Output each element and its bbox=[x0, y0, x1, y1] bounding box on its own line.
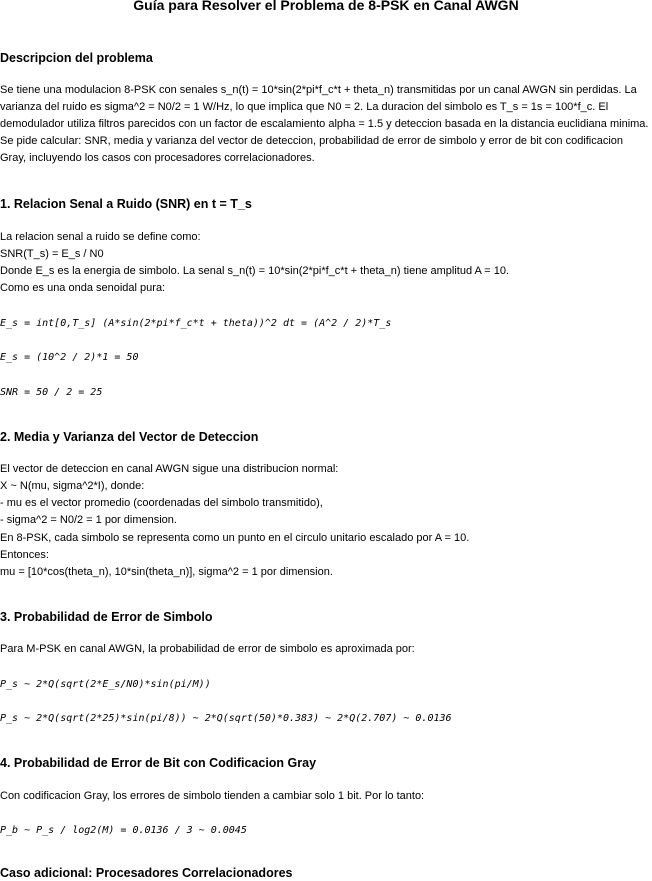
snr-line-1: La relacion senal a ruido se define como: bbox=[0, 231, 201, 243]
vector-line-5: En 8-PSK, cada simbolo se representa como un punto en el circulo unitario escalado por A = 10. bbox=[0, 532, 470, 544]
vector-line-2: X ~ N(mu, sigma^2*I), donde: bbox=[0, 480, 145, 492]
section-heading-symbol-error: 3. Probabilidad de Error de Simbolo bbox=[0, 610, 213, 624]
section-heading-extra: Caso adicional: Procesadores Correlacionadores bbox=[0, 866, 293, 880]
section-heading-description: Descripcion del problema bbox=[0, 51, 153, 65]
bit-error-intro: Con codificacion Gray, los errores de simbolo tienden a cambiar solo 1 bit. Por lo tanto: bbox=[0, 790, 425, 802]
snr-formula-2: E_s = (10^2 / 2)*1 = 50 bbox=[0, 352, 139, 363]
bit-error-formula-1: P_b ~ P_s / log2(M) = 0.0136 / 3 ~ 0.0045 bbox=[0, 825, 247, 836]
vector-line-1: El vector de deteccion en canal AWGN sigue una distribucion normal: bbox=[0, 463, 339, 475]
description-paragraph: Se tiene una modulacion 8-PSK con senales s_n(t) = 10*sin(2*pi*f_c*t + theta_n) transmitidas por un canal AWGN sin perdidas. La varianza del ruido es sigma^2 = N0/2 = 1 W/Hz, lo que implica que N0 = 2. La duracion del simbolo es T_s = 1s = 100*f_c. El demodulador utiliza filtros parecidos con un factor de escalamiento alpha = 1.5 y deteccion basada en la distancia euclidiana minima. Se pide calcular: SNR, media y varianza del vector de deteccion, probabilidad de error de simbolo y error de bit con codificacion Gray, incluyendo los casos con procesadores correlacionadores. bbox=[0, 84, 649, 164]
vector-line-6: Entonces: bbox=[0, 549, 49, 561]
symbol-error-formula-2: P_s ~ 2*Q(sqrt(2*25)*sin(pi/8)) ~ 2*Q(sqrt(50)*0.383) ~ 2*Q(2.707) ~ 0.0136 bbox=[0, 713, 452, 724]
snr-line-3: Donde E_s es la energia de simbolo. La senal s_n(t) = 10*sin(2*pi*f_c*t + theta_n) tiene amplitud A = 10. bbox=[0, 265, 510, 277]
snr-formula-1: E_s = int[0,T_s] (A*sin(2*pi*f_c*t + theta))^2 dt = (A^2 / 2)*T_s bbox=[0, 318, 392, 329]
symbol-error-intro: Para M-PSK en canal AWGN, la probabilidad de error de simbolo es aproximada por: bbox=[0, 643, 415, 655]
section-heading-snr: 1. Relacion Senal a Ruido (SNR) en t = T_s bbox=[0, 197, 252, 211]
snr-line-2: SNR(T_s) = E_s / N0 bbox=[0, 248, 104, 260]
section-heading-vector: 2. Media y Varianza del Vector de Deteccion bbox=[0, 430, 259, 444]
vector-line-3: - mu es el vector promedio (coordenadas del simbolo transmitido), bbox=[0, 497, 323, 509]
section-heading-bit-error: 4. Probabilidad de Error de Bit con Codificacion Gray bbox=[0, 756, 317, 770]
snr-formula-3: SNR = 50 / 2 = 25 bbox=[0, 387, 103, 398]
vector-line-7: mu = [10*cos(theta_n), 10*sin(theta_n)], sigma^2 = 1 por dimension. bbox=[0, 566, 333, 578]
vector-line-4: - sigma^2 = N0/2 = 1 por dimension. bbox=[0, 514, 177, 526]
snr-line-4: Como es una onda senoidal pura: bbox=[0, 282, 166, 294]
symbol-error-formula-1: P_s ~ 2*Q(sqrt(2*E_s/N0)*sin(pi/M)) bbox=[0, 679, 211, 690]
document-title: Guía para Resolver el Problema de 8-PSK en Canal AWGN bbox=[133, 0, 519, 13]
